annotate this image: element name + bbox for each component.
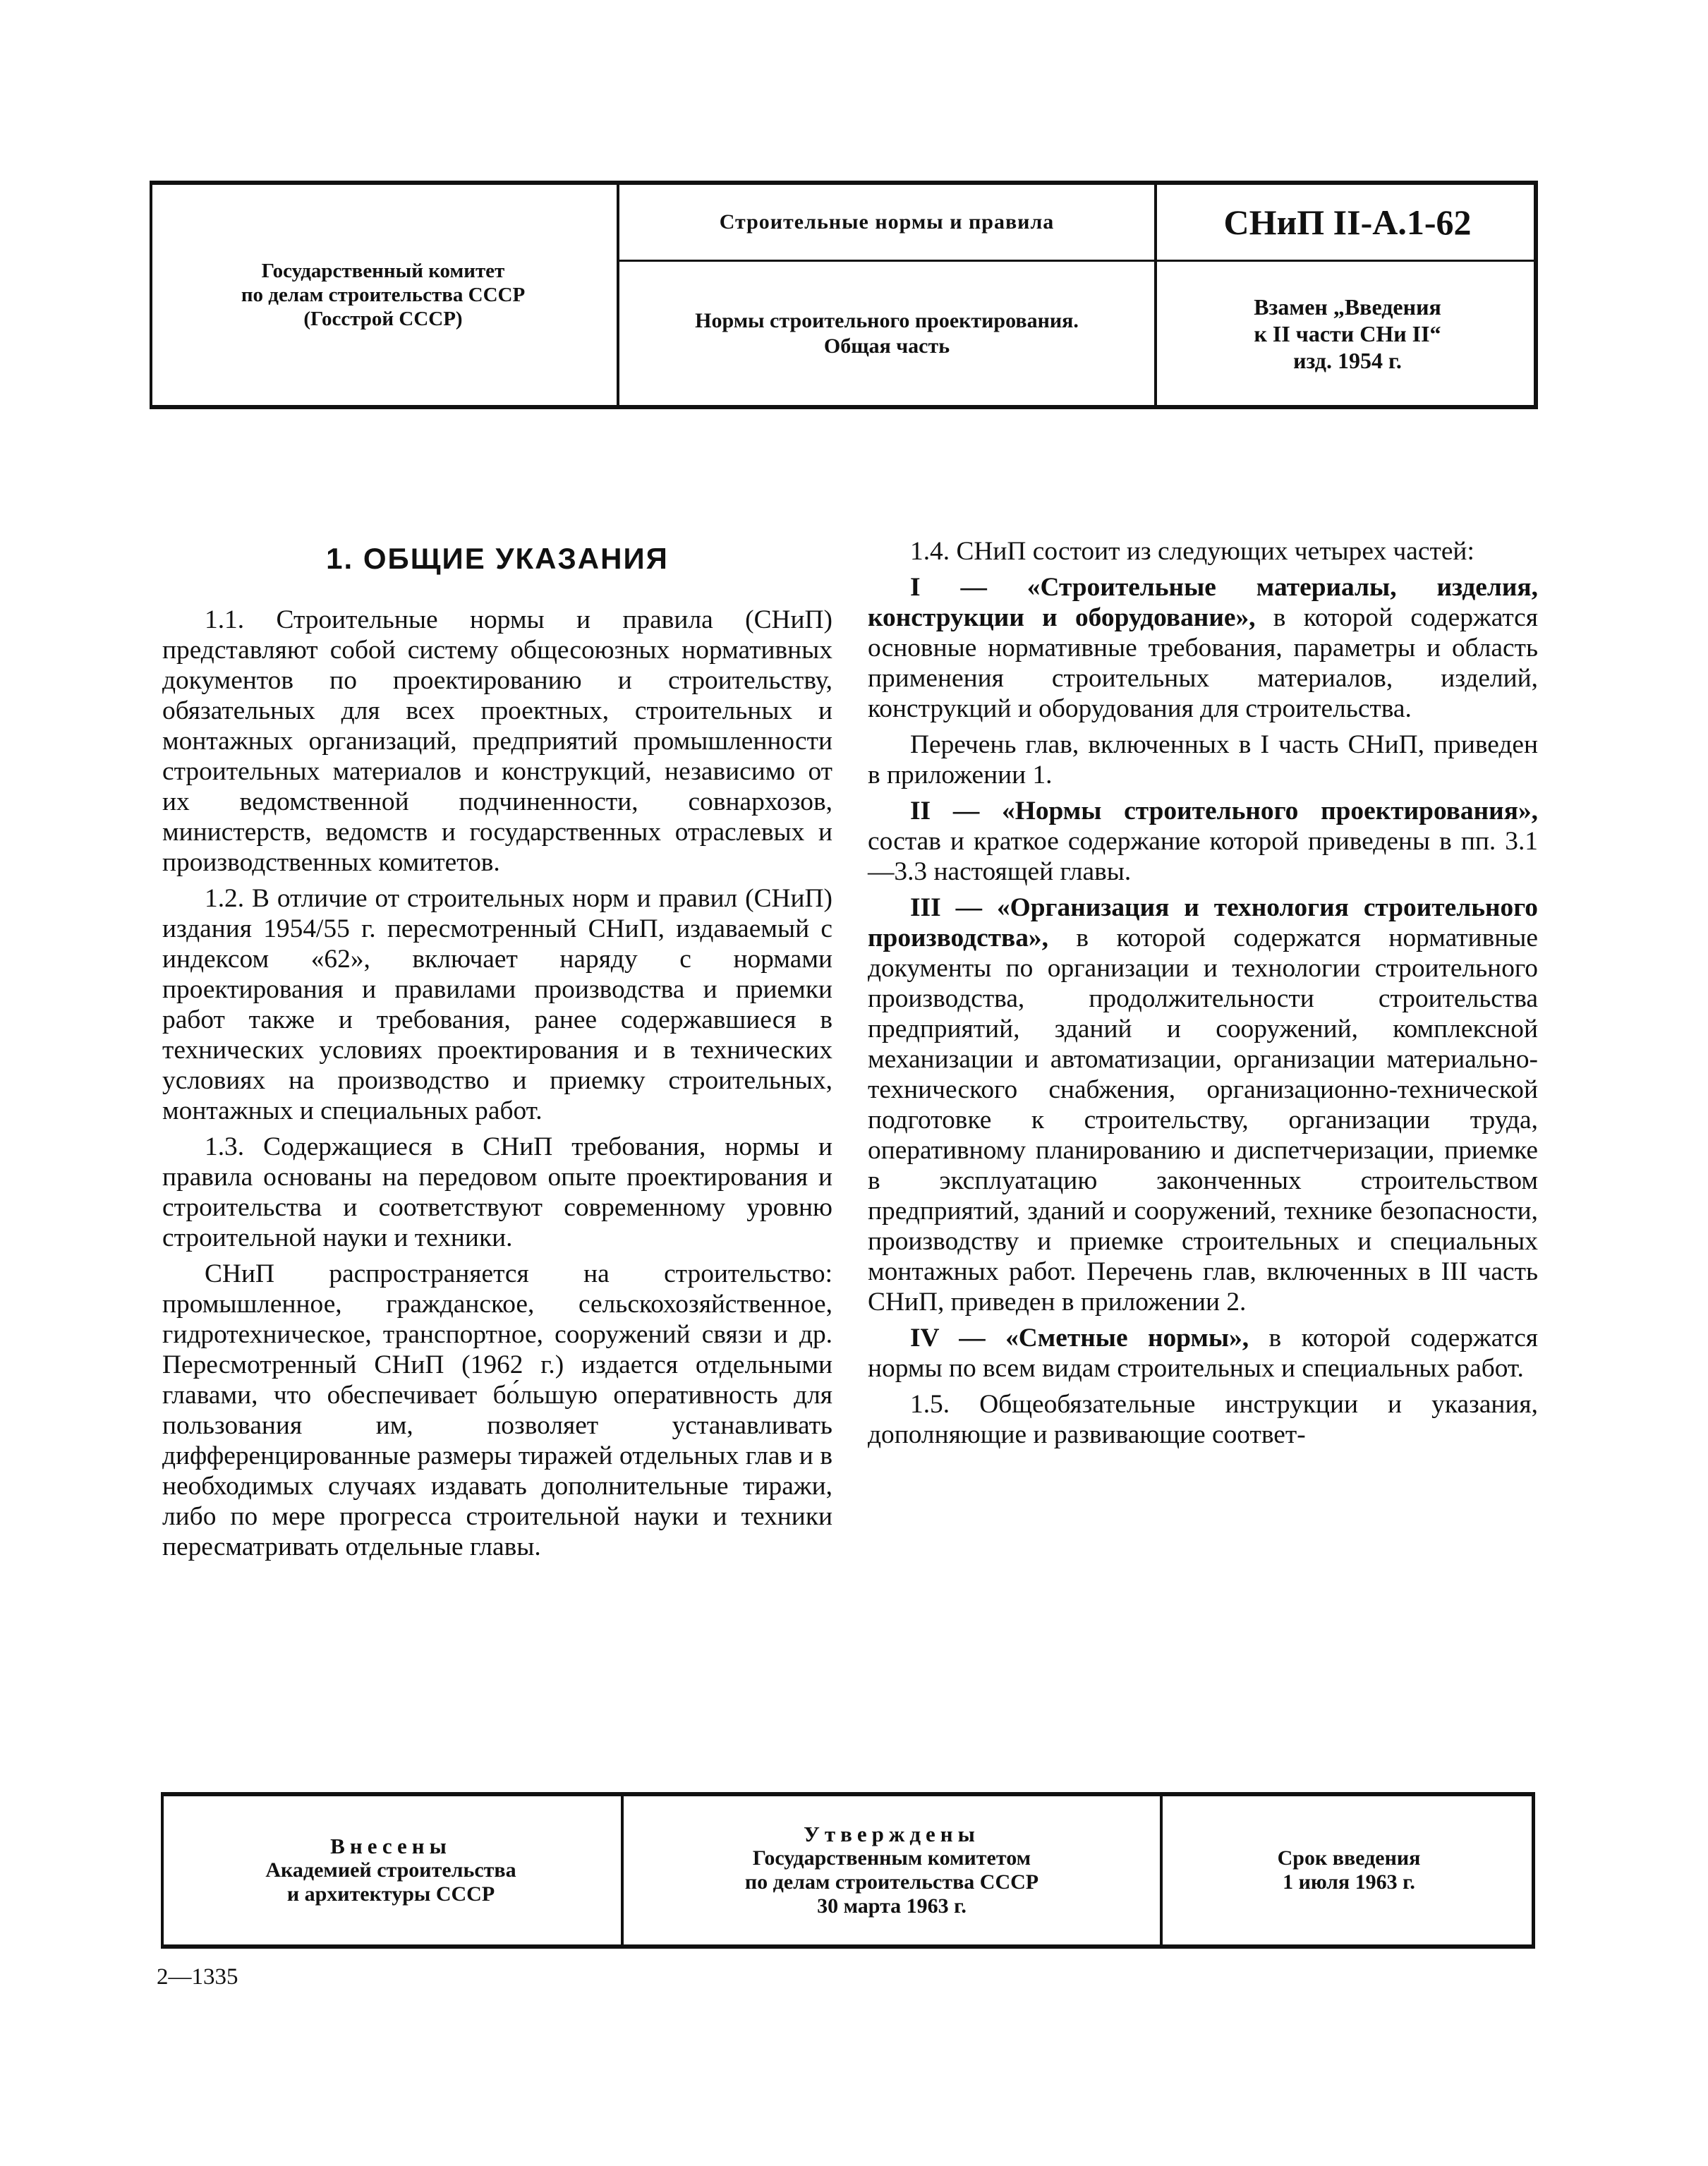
paragraph-text: Строительные нормы и правила (СНиП) представляют собой систему общесоюзных нормативных документов по проектированию и строительству, обязательных для всех проектных, строительных и монтажных организаций, предприятий промышленности строительных материалов и конструкций, независимо от их ведомственной подчиненности, совнархозов, министерств, ведомств и государственных отраслевых и производственных комитетов. [162,605,832,877]
approved-by-title: Утверждены [804,1822,980,1846]
submitted-by [161,1796,621,1944]
text-column-left [162,536,832,1568]
paragraph-number: 1.1. [205,605,245,634]
part-title: IV — «Сметные нормы», [910,1324,1249,1353]
paragraph-part-4 [868,1323,1538,1384]
paragraph-text: состав и краткое содержание которой приведены в пп. 3.1—3.3 настоящей главы. [868,827,1538,886]
effective-date-label: Срок введения [1277,1846,1421,1870]
paragraph-text: в которой содержатся нормы по всем видам строительных и специальных работ. [868,1324,1538,1383]
approval-date: 30 марта 1963 г. [817,1894,967,1918]
paragraph-scope: СНиП распространяется на строительство: промышленное, гражданское, сельскохозяйственное, гидротехническое, транспортное, сооружений связи и др. Пересмотренный СНиП (1962 г.) издается отдельными главами, что обеспечивает бо́льшую оперативность для пользования им, позволяет устанавливать дифференцированные размеры тиражей отдельных глав и в необходимых случаях издавать дополнительные тиражи, либо по мере прогресса строительной науки и техники пересматривать отдельные главы. [162,1259,832,1561]
paragraph-1-2 [162,883,832,1126]
paragraph-text: в которой содержатся основные нормативные требования, параметры и область применения строительных материалов, изделий, конструкций и оборудования для строительства. [868,603,1538,723]
part-title: II — «Нормы строительного проектирования», [910,797,1538,825]
text-column-right [868,536,1538,1456]
replaces-note-line: изд. 1954 г. [1293,347,1402,373]
section-heading: 1. ОБЩИЕ УКАЗАНИЯ [326,542,669,575]
paragraph-number: 1.5. [910,1390,950,1419]
header-table [150,181,1538,409]
effective-date [1163,1796,1535,1944]
submitted-by-line: и архитектуры СССР [286,1882,495,1906]
paragraph-number: 1.4. [910,537,950,566]
paragraph-1-1 [162,605,832,878]
replaces-note-line: к II части СНи II“ [1254,320,1441,346]
paragraph-number: 1.2. [205,884,245,913]
part-title: I — «Строительные материалы, изделия, конструкции и оборудование», [868,573,1538,632]
document-title-line: Общая часть [823,334,950,358]
submitted-by-title: Внесены [330,1834,452,1858]
approved-by-line: по делам строительства СССР [744,1870,1039,1894]
paragraph-1-4 [868,536,1538,567]
paragraph-text: СНиП состоит из следующих четырех частей: [956,537,1474,566]
paragraph-text: Общеобязательные инструкции и указания, дополняющие и развивающие соответ- [868,1390,1538,1449]
paragraph-text: Содержащиеся в СНиП требования, нормы и правила основаны на передовом опыте проектирования и строительства и соответствуют современному уровню строительной науки и техники. [162,1132,832,1252]
paragraph-part-1-list: Перечень глав, включенных в I часть СНиП, приведен в приложении 1. [868,730,1538,789]
paragraph-1-5 [868,1389,1538,1450]
paragraph-part-1 [868,572,1538,724]
document-series: Строительные нормы и правила [719,210,1055,234]
document-code: СНиП II-А.1-62 [1223,202,1472,242]
part-title: III — «Организация и технология строительного производства», [868,893,1538,952]
issuing-authority-line: по делам строительства СССР [241,284,526,306]
document-title-line: Нормы строительного проектирования. [695,308,1079,332]
paragraph-text: В отличие от строительных норм и правил (СНиП) издания 1954/55 г. пересмотренный СНиП, издаваемый с индексом «62», включает наряду с нормами проектирования и правилами производства и приемки работ также и требования, ранее содержавшиеся в технических условиях проектирования и в технических условиях на производство и приемку строительных, монтажных и специальных работ. [162,884,832,1125]
paragraph-text: в которой содержатся нормативные документы по организации и технологии строительного производства, продолжительности строительства предприятий, зданий и сооружений, комплексной механизации и автоматизации, организации материально-технического снабжения, организационно-технической подготовке к строительству, организации труда, оперативному планированию и диспетчеризации, приемке в эксплуатацию законченных строительством предприятий, зданий и сооружений, технике безопасности, производству и приемке строительных и специальных монтажных работ. Перечень глав, включенных в III часть СНиП, приведен в приложении 2. [868,924,1538,1317]
footer-table [161,1792,1535,1949]
issuing-authority [150,185,617,405]
issuing-authority-line: Государственный комитет [261,260,505,282]
document-title [619,262,1154,405]
replaces-note-line: Взамен „Введения [1254,294,1441,320]
replaces-note [1157,262,1538,405]
approved-by-line: Государственным комитетом [752,1846,1031,1870]
paragraph-part-2 [868,796,1538,887]
effective-date-value: 1 июля 1963 г. [1283,1870,1415,1894]
submitted-by-line: Академией строительства [265,1858,516,1882]
paragraph-number: 1.3. [205,1132,245,1161]
paragraph-part-3 [868,893,1538,1317]
approved-by [624,1796,1160,1944]
paragraph-1-3 [162,1132,832,1253]
page-code: 2—1335 [157,1964,238,1990]
issuing-authority-line: (Госстрой СССР) [303,308,463,330]
